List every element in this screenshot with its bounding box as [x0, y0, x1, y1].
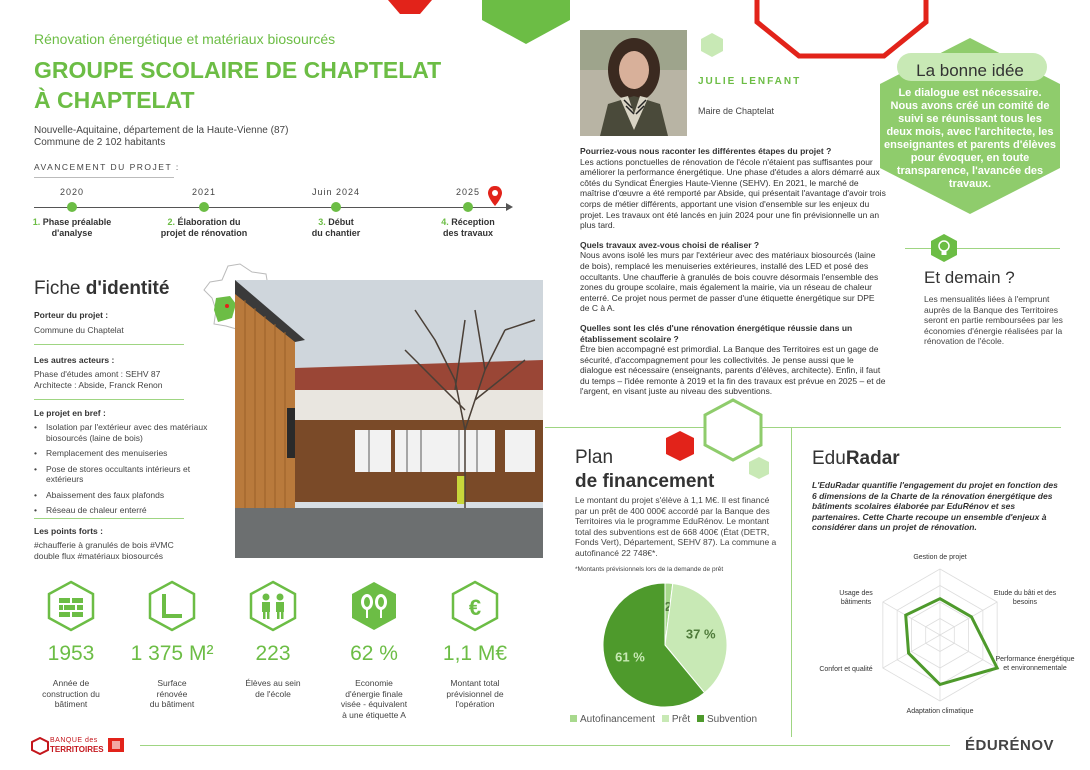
footer-divider — [140, 745, 950, 746]
pie-label: 61 % — [615, 649, 645, 665]
stat-value: 223 — [255, 642, 291, 665]
interviewee-role: Maire de Chaptelat — [698, 106, 775, 116]
svg-text:€: € — [468, 595, 482, 620]
radar-text: L'EduRadar quantifie l'engagement du projet en fonction des 6 dimensions de la Charte de la rénovation énergétique des bâtiments scolaires élaborée par EduRénov et ses partenaires. Cette Charte recoupe un ensemble d'enjeux à considérer dans un projet de rénovation. — [812, 480, 1058, 533]
timeline-arrow-icon — [506, 203, 513, 211]
banque-territoires-logo — [31, 737, 49, 755]
list-item: • Isolation par l'extérieur avec des matériaux biosourcés (laine de bois) — [34, 422, 219, 443]
school-photo — [235, 280, 543, 558]
portrait-photo — [580, 30, 687, 136]
stat-label: Surface rénovée du bâtiment — [149, 678, 195, 709]
list-item: • Abaissement des faux plafonds — [34, 490, 219, 501]
green-hexagon-top — [480, 0, 572, 44]
republique-logo — [108, 738, 124, 752]
bref-list — [34, 422, 219, 521]
timeline-step-label: 1. Phase préalable d'analyse — [32, 217, 112, 238]
stat-label: Élèves au sein de l'école — [245, 678, 301, 699]
children-icon — [247, 580, 299, 632]
brick-wall-icon — [45, 580, 97, 632]
plan-note: *Montants prévisionnels lors de la demande de prêt — [575, 566, 724, 573]
red-hexagon-top — [380, 0, 440, 16]
stat-label: Montant total prévisionnel de l'opération — [446, 678, 504, 709]
stat-value: 62 % — [350, 642, 398, 665]
timeline-step-label: 4. Réception des travaux — [441, 217, 495, 238]
timeline-dot — [67, 202, 77, 212]
list-item: • Réseau de chaleur enterré — [34, 505, 219, 516]
timeline-year: 2021 — [191, 187, 217, 197]
interviewee-name: JULIE LENFANT — [698, 76, 802, 87]
idea-text: Le dialogue est nécessaire. Nous avons créé un comité de suivi se réunissant tous les deux mois, avec l'architecte, les enseignantes et parents d'élèves pour évoquer, en toute transparence, l'avancée des travaux. — [884, 87, 1056, 190]
euro-icon — [449, 580, 501, 632]
radar-axis-label: Performance énergétique et environnementale — [995, 656, 1075, 672]
list-item: • Remplacement des menuiseries — [34, 448, 219, 459]
chart-legend — [566, 714, 757, 725]
divider — [34, 344, 184, 345]
timeline-year: 2025 — [455, 187, 481, 197]
surface-icon — [146, 580, 198, 632]
radar-axis-label: Confort et qualité — [819, 666, 873, 673]
page-title: GROUPE SCOLAIRE DE CHAPTELAT À CHAPTELAT — [34, 57, 442, 113]
divider — [791, 427, 792, 737]
idea-title: La bonne idée — [916, 61, 1024, 80]
legend-label: Autofinancement — [580, 714, 656, 725]
stat-value: 1,1 M€ — [442, 642, 508, 665]
lightbulb-icon — [930, 233, 958, 263]
divider — [905, 248, 1060, 249]
bref-heading: Le projet en bref : — [34, 408, 106, 418]
timeline-year: Juin 2024 — [311, 187, 361, 197]
timeline-step-label: 3. Début du chantier — [311, 217, 361, 238]
radar-axis-label: Usage des bâtiments — [839, 590, 873, 606]
logo-text: TERRITOIRES — [50, 745, 104, 754]
divider — [34, 177, 174, 178]
timeline-dot — [331, 202, 341, 212]
legend-swatch — [697, 715, 704, 722]
legend-label: Prêt — [671, 714, 691, 725]
acteurs-section: Les autres acteurs : Phase d'études amont : SEHV 87 Architecte : Abside, Franck Renon — [34, 355, 163, 390]
edurenov-logo: ÉDURÉNOV — [965, 737, 1055, 754]
legend-swatch — [662, 715, 669, 722]
stat-label: Economie d'énergie finale visée - équivalent à une étiquette A — [340, 678, 408, 720]
divider — [34, 399, 184, 400]
timeline-year: 2020 — [59, 187, 85, 197]
timeline-step-label: 2. Élaboration du projet de rénovation — [160, 217, 248, 238]
timeline-dot — [463, 202, 473, 212]
radar-axis-label: Adaptation climatique — [906, 708, 974, 715]
financing-pie-chart — [600, 580, 730, 710]
radar-axis-label: Gestion de projet — [913, 554, 967, 561]
stat-label: Année de construction du bâtiment — [42, 678, 100, 709]
divider — [791, 427, 1061, 428]
fiche-title: Fiche d'identité — [34, 278, 170, 299]
logo-text: BANQUE des — [50, 737, 98, 744]
radar-axis-label: Etude du bâti et des besoins — [993, 590, 1057, 606]
list-item: • Pose de stores occultants intérieurs et extérieurs — [34, 464, 219, 485]
timeline-heading: AVANCEMENT DU PROJET : — [34, 162, 180, 172]
plan-title: Plan de financement — [575, 447, 715, 492]
trees-icon — [348, 580, 400, 632]
timeline-dot — [199, 202, 209, 212]
interview-text: Pourriez-vous nous raconter les différentes étapes du projet ? Les actions ponctuelles de rénovation de l'école n'étaient pas suffisantes pour améliorer la performance énergétique. Une phase d'études a alors démarré aux côtés du Syndicat Énergies Haute-Vienne (SEHV). En 2021, le marché de maîtrise d'œuvre a été remporté par Abside, qui présentait l'avantage d'avoir trois corps de métier différents, apportant une vision d'ensemble sur les enjeux du projet. Les travaux ont été lancés en juin 2024 pour une fin prévisionnelle un an plus tard. Quels travaux avez-vous choisi de réaliser ? Nous avons isolé les murs par l'extérieur avec des matériaux biosourcés (laine de bois), remplacé les menuiseries extérieures, installé des LED et posé des occultants. Une chaufferie à granulés de bois couvre désormais l'ensemble des zones du groupe scolaire, mais également la mairie, via un réseau de chaleur enterré. Ce projet nous permet de passer d'une étiquette énergétique sur DPE de C à A. Quelles sont les clés d'une rénovation énergétique réussie dans un établissement scolaire ? Être bien accompagné est primordial. La Banque des Territoires est un gage de sécurité, d'accompagnement pour les collectivités. Je pense aussi que le dialogue est nécessaire (enseignants, parents d'élèves, architecte). Enfin, il faut du temps – l'idée remonte à 2019 et la fin des travaux est prévue en 2025 – et de l'argent, en visant juste au niveau des subventions. — [580, 146, 886, 397]
legend-label: Subvention — [706, 714, 758, 725]
timeline-line — [34, 207, 510, 208]
subtitle: Rénovation énergétique et matériaux biosourcés — [34, 31, 336, 47]
stat-value: 1 375 M² — [130, 642, 214, 665]
small-hexagon — [700, 32, 724, 58]
demain-title: Et demain ? — [924, 268, 1015, 287]
radar-title: EduRadar — [812, 448, 900, 469]
demain-text: Les mensualités liées à l'emprunt auprès de la Banque des Territoires seront en partie remboursées par les économies d'énergie réalisées par la rénovation de l'école. — [924, 294, 1063, 347]
legend-swatch — [570, 715, 577, 722]
stat-value: 1953 — [47, 642, 95, 665]
pie-label: 37 % — [685, 626, 716, 642]
porteur-section: Porteur du projet : Commune du Chaptelat — [34, 310, 124, 335]
plan-text: Le montant du projet s'élève à 1,1 M€. Il est financé par un prêt de 400 000€ accordé par la Banque des Territoires via le programme EduRénov. Le montant total des subventions est de 668 400€ (État (DETR, Fonds Vert), Département, SEHV 87). La commune a autofinancé 22 748€*. — [575, 495, 777, 558]
location-pin-icon — [488, 186, 502, 206]
forts-section: Les points forts : #chaufferie à granulés de bois #VMC double flux #matériaux biosourcés — [34, 526, 174, 561]
location: Nouvelle-Aquitaine, département de la Haute-Vienne (87) Commune de 2 102 habitants — [34, 125, 289, 148]
divider — [34, 518, 184, 519]
edu-radar-chart — [870, 565, 1010, 705]
small-hexagon — [748, 456, 770, 480]
